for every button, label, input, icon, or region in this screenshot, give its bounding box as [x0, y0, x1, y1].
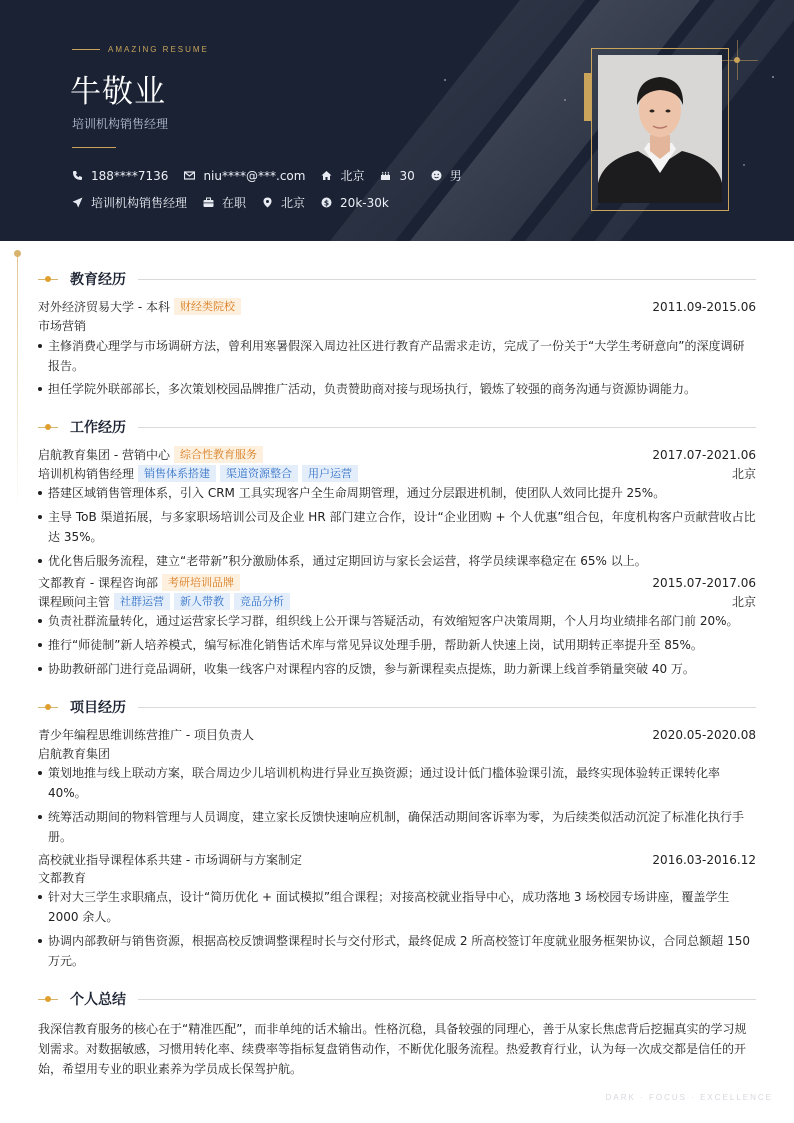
side-timeline-dot: [14, 250, 21, 257]
job-status-text: 在职: [222, 196, 247, 210]
company-tag: 考研培训品牌: [162, 574, 240, 591]
section-projects: [38, 696, 756, 718]
list-item: 协助教研部门进行竞品调研，收集一线客户对课程内容的反馈，参与新课程卖点提炼，助力新课上线首季销量突破 40 万。: [38, 659, 756, 679]
job-role-row: [38, 593, 756, 610]
list-item: 策划地推与线上联动方案，联合周边少儿培训机构进行异业互换资源；通过设计低门槛体验课引流，最终实现体验转正课转化率 40%。: [38, 763, 756, 803]
section-title: 项目经历: [70, 700, 126, 716]
job-header: [38, 446, 756, 463]
job-header: [38, 574, 756, 591]
contact-row: [72, 167, 478, 184]
school-tag: 财经类院校: [174, 298, 241, 315]
section-work: [38, 416, 756, 438]
skill-tag: 销售体系搭建: [138, 465, 216, 482]
gender-text: 男: [449, 169, 462, 183]
skill-tag: 新人带教: [174, 593, 230, 610]
salary-text: 20k-30k: [340, 195, 389, 210]
email-text: niu****@***.com: [203, 168, 306, 183]
title-divider: [72, 147, 116, 148]
face-icon: [431, 170, 442, 181]
list-item: 搭建区域销售管理体系，引入 CRM 工具实现客户全生命周期管理，通过分层跟进机制，使团队人效同比提升 25%。: [38, 483, 756, 503]
section-rule: [138, 999, 756, 1000]
section-title: 工作经历: [70, 420, 126, 436]
company-name: 文都教育 - 课程咨询部: [38, 576, 158, 590]
location-pin-icon: [262, 197, 273, 208]
cake-icon: [380, 170, 391, 181]
profile-photo: [598, 55, 722, 203]
target-position-text: 培训机构销售经理: [91, 196, 188, 210]
skill-tag: 社群运营: [114, 593, 170, 610]
section-rule: [138, 427, 756, 428]
job-date: 2017.07-2021.06: [652, 447, 756, 462]
job-intent-row: [72, 194, 405, 211]
phone-icon: [72, 170, 83, 181]
home-icon: [321, 170, 332, 181]
email-item: [184, 169, 305, 183]
section-title: 教育经历: [70, 272, 126, 288]
project-org-row: [38, 869, 756, 886]
list-item: 主修消费心理学与市场调研方法，曾利用寒暑假深入周边社区进行教育产品需求走访，完成了一份关于“大学生考研意向”的深度调研报告。: [38, 336, 756, 376]
target-city-text: 北京: [281, 196, 306, 210]
mail-icon: [184, 170, 195, 181]
list-item: 统筹活动期间的物料管理与人员调度，建立家长反馈快速响应机制，确保活动期间客诉率为零，为后续类似活动沉淀了标准化执行手册。: [38, 807, 756, 847]
project-date: 2016.03-2016.12: [652, 852, 756, 867]
side-timeline-line: [17, 252, 18, 512]
job-role: 课程顾问主管: [38, 595, 111, 609]
skill-tag: 竞品分析: [234, 593, 290, 610]
job-role-row: [38, 465, 756, 482]
age-item: [380, 169, 414, 183]
project-name: 青少年编程思维训练营推广 - 项目负责人: [38, 728, 254, 742]
project-org: 文都教育: [38, 871, 87, 885]
phone-text: 188****7136: [91, 168, 169, 183]
school-name: 对外经济贸易大学 - 本科: [38, 300, 170, 314]
section-rule: [138, 707, 756, 708]
photo-accent-tab: [584, 73, 591, 121]
job-status-item: [203, 194, 246, 211]
summary-text: 我深信教育服务的核心在于“精准匹配”，而非单纯的话术输出。性格沉稳，具备较强的同理心，善于从家长焦虑背后挖掘真实的学习规划需求。对数据敏感，习惯用转化率、续费率等指标复盘销售动作，不断优化服务流程。热爱教育行业，认为每一次成交都是信任的开始，希望用专业的职业素养为学员成长保驾护航。: [38, 1022, 747, 1076]
sparkle-dot: [734, 57, 740, 63]
job-city: 北京: [731, 467, 756, 481]
job-role: 培训机构销售经理: [38, 467, 135, 481]
section-marker-icon: [38, 702, 58, 712]
list-item: 优化售后服务流程，建立“老带新”积分激励体系，通过定期回访与家长会运营，将学员续课率稳定在 65% 以上。: [38, 551, 756, 571]
company-tag: 综合性教育服务: [174, 446, 263, 463]
candidate-name: 牛敬业: [70, 74, 166, 110]
list-item: 针对大三学生求职痛点，设计“简历优化 + 面试模拟”组合课程；对接高校就业指导中心，成功落地 3 场校园专场讲座，覆盖学生 2000 余人。: [38, 887, 756, 927]
send-icon: [72, 197, 83, 208]
svg-text:$: $: [323, 198, 330, 208]
salary-item: [321, 196, 389, 210]
project-org-row: [38, 745, 756, 762]
major: 市场营销: [38, 319, 87, 333]
job-city: 北京: [731, 595, 756, 609]
list-item: 推行“师徒制”新人培养模式，编写标准化销售话术库与常见异议处理手册，帮助新人快速上岗，试用期转正率提升至 85%。: [38, 635, 756, 655]
company-name: 启航教育集团 - 营销中心: [38, 448, 170, 462]
section-summary: [38, 988, 756, 1010]
candidate-title: 培训机构销售经理: [72, 117, 169, 131]
list-item: 担任学院外联部部长，多次策划校园品牌推广活动，负责赞助商对接与现场执行，锻炼了较强的商务沟通与资源协调能力。: [38, 379, 756, 399]
target-city-item: [262, 194, 305, 211]
location-item: [321, 167, 364, 184]
skill-tag: 用户运营: [302, 465, 358, 482]
education-major-row: [38, 317, 756, 334]
education-header: [38, 298, 756, 315]
section-marker-icon: [38, 994, 58, 1004]
project-header: [38, 851, 756, 868]
list-item: 主导 ToB 渠道拓展，与多家职场培训公司及企业 HR 部门建立合作，设计“企业团购 + 个人优惠”组合包，年度机构客户贡献营收占比达 35%。: [38, 507, 756, 547]
section-title: 个人总结: [70, 992, 126, 1008]
list-item: 协调内部教研与销售资源，根据高校反馈调整课程时长与交付形式，最终促成 2 所高校签订年度就业服务框架协议，合同总额超 150 万元。: [38, 931, 756, 971]
location-text: 北京: [340, 169, 365, 183]
project-date: 2020.05-2020.08: [652, 727, 756, 742]
project-header: [38, 726, 756, 743]
section-marker-icon: [38, 422, 58, 432]
section-rule: [138, 279, 756, 280]
gender-item: [431, 167, 462, 184]
project-org: 启航教育集团: [38, 747, 111, 761]
age-text: 30: [399, 168, 415, 183]
briefcase-icon: [203, 197, 214, 208]
brand-mark: [72, 45, 209, 54]
footer-tagline: DARK · FOCUS · EXCELLENCE: [605, 1093, 773, 1102]
brand-text: AMAZING RESUME: [108, 45, 209, 54]
resume-header: [0, 0, 794, 241]
section-marker-icon: [38, 274, 58, 284]
phone-item: [72, 169, 168, 183]
skill-tag: 渠道资源整合: [220, 465, 298, 482]
project-name: 高校就业指导课程体系共建 - 市场调研与方案制定: [38, 853, 302, 867]
education-date: 2011.09-2015.06: [652, 299, 756, 314]
brand-divider: [72, 49, 100, 50]
job-date: 2015.07-2017.06: [652, 575, 756, 590]
money-icon: [321, 197, 332, 208]
list-item: 负责社群流量转化，通过运营家长学习群，组织线上公开课与答疑活动，有效缩短客户决策周期，个人月均业绩排名部门前 20%。: [38, 611, 756, 631]
target-position-item: [72, 194, 187, 211]
section-education: [38, 268, 756, 290]
